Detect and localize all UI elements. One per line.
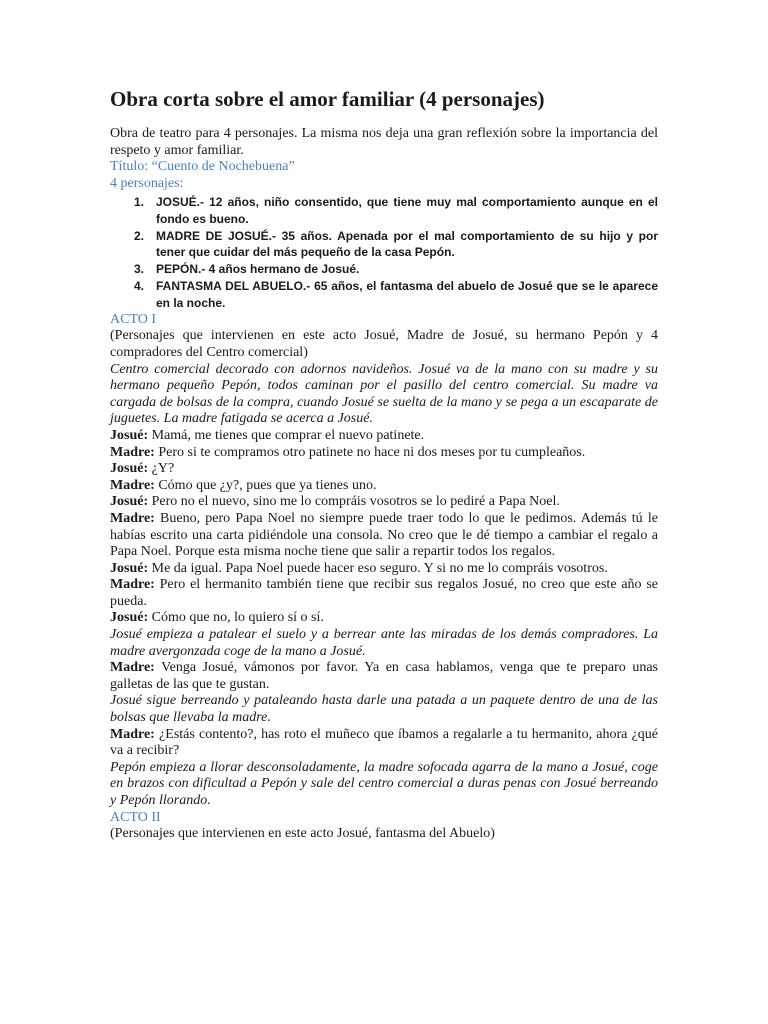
- act2-heading: ACTO II: [110, 809, 161, 825]
- dialogue-line: [110, 727, 658, 760]
- play-subtitle: Título: “Cuento de Nochebuena”: [110, 159, 295, 175]
- dialogue-text: ¿Y?: [148, 461, 175, 477]
- dialogue-line: [110, 511, 658, 561]
- list-number: 3.: [134, 262, 145, 277]
- character-item: [134, 228, 658, 260]
- character-name: JOSUÉ.-: [156, 195, 205, 210]
- speaker-name: Madre:: [110, 726, 155, 742]
- dialogue-text: Mamá, me tienes que comprar el nuevo patinete.: [148, 427, 425, 443]
- dialogue-text: Bueno, pero Papa Noel no siempre puede traer todo lo que le pedimos. Además tú le habías escrito una carta pidiéndole una consola. No creo que le dé tiempo a cambiar el regalo a Papa Noel. Porque esta misma noche tiene que salir a repartir todos los regalos.: [110, 510, 658, 560]
- document-title: Obra corta sobre el amor familiar (4 personajes): [110, 87, 545, 111]
- act2-cast-note: (Personajes que intervienen en este acto Josué, fantasma del Abuelo): [110, 826, 495, 842]
- dialogue-text: ¿Estás contento?, has roto el muñeco que íbamos a regalarle a tu hermanito, ahora ¿qué va a recibir?: [110, 726, 658, 759]
- character-item: [134, 278, 658, 310]
- speaker-name: Josué:: [110, 610, 149, 626]
- speaker-name: Madre:: [110, 577, 155, 593]
- dialogue-text: Pero el hermanito también tiene que recibir sus regalos Josué, no creo que este año se pueda.: [110, 577, 658, 609]
- list-number: 2.: [134, 228, 145, 243]
- speaker-name: Madre:: [110, 660, 155, 676]
- dialogue-text: Pero no el nuevo, sino me lo compráis vosotros se lo pediré a Papa Noel.: [148, 494, 560, 510]
- dialogue-line: [110, 445, 658, 462]
- speaker-name: Josué:: [110, 461, 149, 477]
- characters-heading: 4 personajes:: [110, 175, 184, 191]
- characters-list: [110, 194, 658, 310]
- stage-direction: Pepón empieza a llorar desconsoladamente, la madre sofocada agarra de la mano a Josué, coge en brazos con dificultad a Pepón y sale del centro comercial a duras penas con Josué berreando y Pepón llorando.: [110, 759, 658, 809]
- character-item: [134, 261, 658, 277]
- list-number: 4.: [134, 279, 145, 294]
- character-desc: 65 años, el fantasma del abuelo de Josué que se le aparece en la noche.: [156, 279, 658, 310]
- character-name: MADRE DE JOSUÉ.-: [156, 228, 276, 243]
- dialogue-text: Venga Josué, vámonos por favor. Ya en casa hablamos, venga que te preparo unas galletas de las que te gustan.: [110, 660, 658, 692]
- dialogue-text: Cómo que no, lo quiero sí o sí.: [148, 610, 324, 626]
- dialogue-line: [110, 561, 658, 578]
- dialogue-line: [110, 461, 658, 478]
- act1-heading: ACTO I: [110, 311, 157, 327]
- speaker-name: Madre:: [110, 477, 155, 493]
- intro-paragraph: Obra de teatro para 4 personajes. La misma nos deja una gran reflexión sobre la importancia del respeto y amor familiar.: [110, 126, 658, 158]
- character-name: FANTASMA DEL ABUELO.-: [156, 279, 311, 294]
- dialogue-line: [110, 478, 658, 495]
- speaker-name: Josué:: [110, 427, 149, 443]
- speaker-name: Josué:: [110, 560, 149, 576]
- dialogue-text: Pero si te compramos otro patinete no hace ni dos meses por tu cumpleaños.: [154, 444, 586, 460]
- list-number: 1.: [134, 195, 145, 210]
- stage-direction: Centro comercial decorado con adornos navideños. Josué va de la mano con su madre y su hermano pequeño Pepón, todos caminan por el pasillo del centro comercial. Su madre va cargada de bolsas de la compra, cuando Josué se suelta de la mano y se pega a un escaparate de juguetes. La madre fatigada se acerca a Josué.: [110, 361, 658, 427]
- character-item: [134, 194, 658, 226]
- dialogue-text: Cómo que ¿y?, pues que ya tienes uno.: [154, 477, 377, 493]
- speaker-name: Madre:: [110, 510, 155, 526]
- character-desc: 35 años. Apenada por el mal comportamiento de su hijo y por tener que cuidar del más pequeño de la casa Pepón.: [156, 228, 658, 259]
- stage-direction: Josué empieza a patalear el suelo y a berrear ante las miradas de los demás compradores. La madre avergonzada coge de la mano a Josué.: [110, 627, 658, 659]
- character-name: PEPÓN.-: [156, 262, 206, 277]
- dialogue-line: [110, 610, 658, 627]
- dialogue-line: [110, 428, 658, 445]
- act1-cast-note: (Personajes que intervienen en este acto Josué, Madre de Josué, su hermano Pepón y 4 compradores del Centro comercial): [110, 328, 658, 360]
- dialogue-line: [110, 660, 658, 693]
- character-desc: 12 años, niño consentido, que tiene muy mal comportamiento aunque en el fondo es bueno.: [156, 195, 658, 226]
- dialogue-line: [110, 494, 658, 511]
- speaker-name: Madre:: [110, 444, 155, 460]
- stage-direction: Josué sigue berreando y pataleando hasta darle una patada a un paquete dentro de una de las bolsas que llevaba la madre.: [110, 693, 658, 726]
- speaker-name: Josué:: [110, 494, 149, 510]
- character-desc: 4 años hermano de Josué.: [205, 262, 360, 277]
- dialogue-line: [110, 577, 658, 610]
- dialogue-text: Me da igual. Papa Noel puede hacer eso seguro. Y si no me lo compráis vosotros.: [148, 560, 608, 576]
